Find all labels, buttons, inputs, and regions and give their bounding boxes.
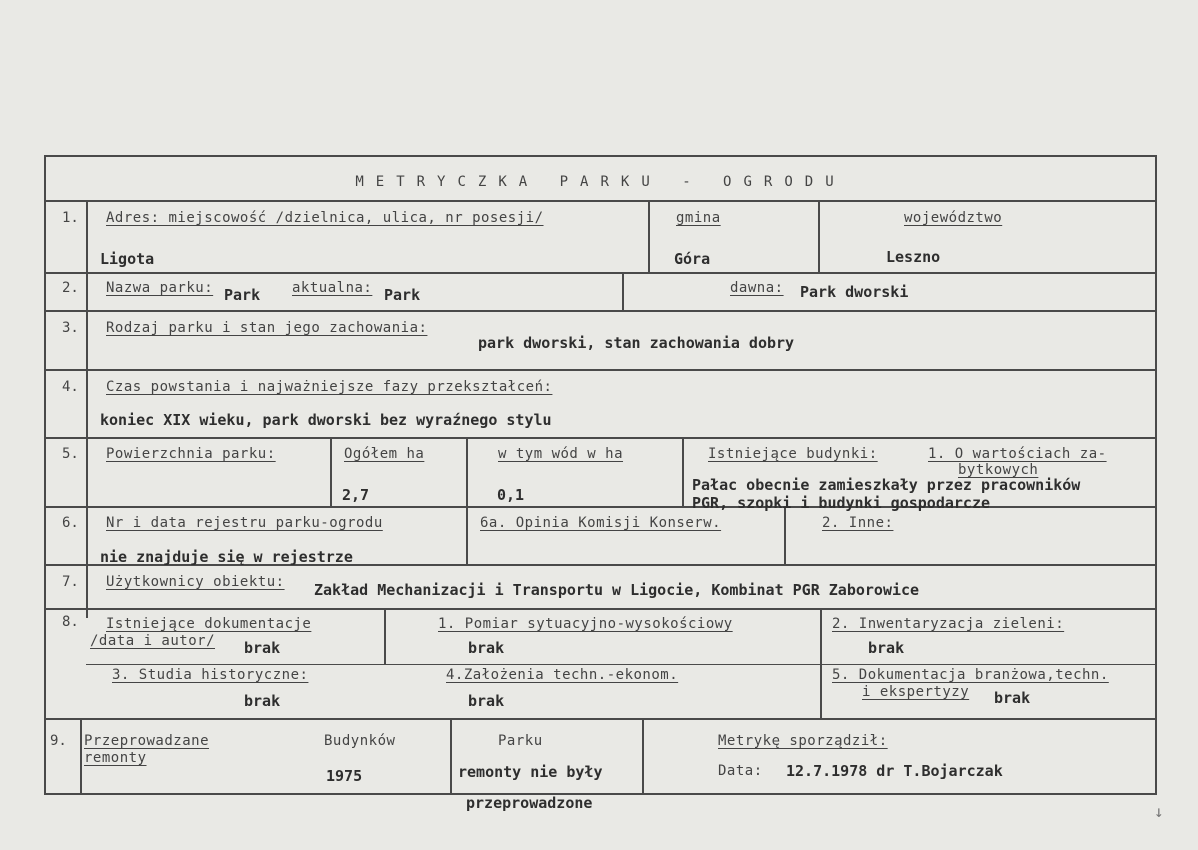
- cell-divider: [384, 608, 386, 665]
- water-area-value: 0,1: [497, 486, 525, 504]
- branch-docs-label-2: i ekspertyzy: [862, 684, 970, 700]
- number-column-line: [80, 718, 82, 795]
- documentation-label: Istniejące dokumentacje: [106, 616, 312, 632]
- cell-divider: [648, 200, 650, 272]
- buildings-renovation-value: 1975: [326, 767, 363, 785]
- prepared-by-label: Metrykę sporządził:: [718, 733, 888, 749]
- users-label: Użytkownicy obiektu:: [106, 574, 285, 590]
- buildings-value-2: PGR, szopki i budynki gospodarcze: [692, 494, 991, 512]
- documentation-label-2: /data i autor/: [90, 633, 216, 649]
- row-number: 1.: [62, 210, 79, 226]
- date-label: Data:: [718, 763, 763, 779]
- historical-studies-value: brak: [244, 692, 281, 710]
- buildings-label: Istniejące budynki:: [708, 446, 878, 462]
- row-divider: [44, 437, 1157, 439]
- branch-docs-label: 5. Dokumentacja branżowa,techn.: [832, 667, 1109, 683]
- register-label: Nr i data rejestru parku-ogrodu: [106, 515, 383, 531]
- history-phases-value: koniec XIX wieku, park dworski bez wyraźnego stylu: [100, 411, 552, 429]
- date-value: 12.7.1978 dr T.Bojarczak: [786, 762, 1003, 780]
- number-column-line: [86, 200, 88, 618]
- cell-divider: [450, 718, 452, 795]
- renovations-label-2: remonty: [84, 750, 147, 766]
- row-divider: [44, 608, 1157, 610]
- total-area-label: Ogółem ha: [344, 446, 425, 462]
- park-name-label: Nazwa parku:: [106, 280, 214, 296]
- cell-divider: [330, 437, 332, 506]
- opinion-label: 6a. Opinia Komisji Konserw.: [480, 515, 722, 531]
- register-value: nie znajduje się w rejestrze: [100, 548, 353, 566]
- park-renovation-value-2: przeprowadzone: [466, 794, 593, 812]
- row-number: 8.: [62, 614, 79, 630]
- row-divider: [44, 506, 1157, 508]
- row-number: 9.: [50, 733, 67, 749]
- scan-mark-icon: ↓: [1154, 802, 1164, 821]
- buildings-renovation-label: Budynków: [324, 733, 396, 749]
- documentation-value: brak: [244, 639, 281, 657]
- address-label: Adres: miejscowość /dzielnica, ulica, nr posesji/: [106, 210, 544, 226]
- gmina-label: gmina: [676, 210, 721, 226]
- cell-divider: [466, 437, 468, 506]
- renovations-label: Przeprowadzane: [84, 733, 210, 749]
- inventory-value: brak: [868, 639, 905, 657]
- cell-divider: [818, 200, 820, 272]
- branch-docs-value: brak: [994, 689, 1031, 707]
- other-label: 2. Inne:: [822, 515, 894, 531]
- history-phases-label: Czas powstania i najważniejsze fazy przekształceń:: [106, 379, 553, 395]
- cell-divider: [642, 718, 644, 795]
- wojewodztwo-value: Leszno: [886, 248, 941, 266]
- water-area-label: w tym wód w ha: [498, 446, 624, 462]
- cell-divider: [682, 437, 684, 506]
- row-number: 6.: [62, 515, 79, 531]
- gmina-value: Góra: [674, 250, 711, 268]
- row-number: 3.: [62, 320, 79, 336]
- row-divider: [44, 272, 1157, 274]
- assumptions-label: 4.Założenia techn.-ekonom.: [446, 667, 679, 683]
- buildings-sub-label: 1. O wartościach za-: [928, 446, 1107, 462]
- historical-studies-label: 3. Studia historyczne:: [112, 667, 309, 683]
- cell-divider: [784, 506, 786, 564]
- former-name-label: dawna:: [730, 280, 784, 296]
- row-number: 7.: [62, 574, 79, 590]
- locality-value: Ligota: [100, 250, 155, 268]
- cell-divider: [466, 506, 468, 564]
- card-title: METRYCZKA PARKU - OGRODU: [355, 174, 846, 190]
- row-divider: [44, 200, 1157, 202]
- cell-divider: [622, 272, 624, 310]
- park-type-label: Rodzaj parku i stan jego zachowania:: [106, 320, 428, 336]
- row-number: 5.: [62, 446, 79, 462]
- row-number: 4.: [62, 379, 79, 395]
- park-name-value: Park: [224, 286, 261, 304]
- assumptions-value: brak: [468, 692, 505, 710]
- total-area-value: 2,7: [342, 486, 370, 504]
- survey-value: brak: [468, 639, 505, 657]
- park-type-value: park dworski, stan zachowania dobry: [478, 334, 795, 352]
- wojewodztwo-label: województwo: [904, 210, 1003, 226]
- buildings-sub-label-2: bytkowych: [958, 462, 1039, 478]
- row-divider: [44, 369, 1157, 371]
- inventory-label: 2. Inwentaryzacja zieleni:: [832, 616, 1065, 632]
- users-value: Zakład Mechanizacji i Transportu w Ligocie, Kombinat PGR Zaborowice: [314, 581, 920, 599]
- former-name-value: Park dworski: [800, 283, 909, 301]
- sub-row-divider: [86, 664, 1157, 665]
- row-divider: [44, 310, 1157, 312]
- row-divider: [44, 718, 1157, 720]
- park-renovation-label: Parku: [498, 733, 543, 749]
- park-renovation-value: remonty nie były: [458, 763, 603, 781]
- current-name-label: aktualna:: [292, 280, 373, 296]
- area-label: Powierzchnia parku:: [106, 446, 276, 462]
- survey-label: 1. Pomiar sytuacyjno-wysokościowy: [438, 616, 733, 632]
- cell-divider: [820, 608, 822, 718]
- buildings-value: Pałac obecnie zamieszkały przez pracowników: [692, 476, 1081, 494]
- row-number: 2.: [62, 280, 79, 296]
- current-name-value: Park: [384, 286, 421, 304]
